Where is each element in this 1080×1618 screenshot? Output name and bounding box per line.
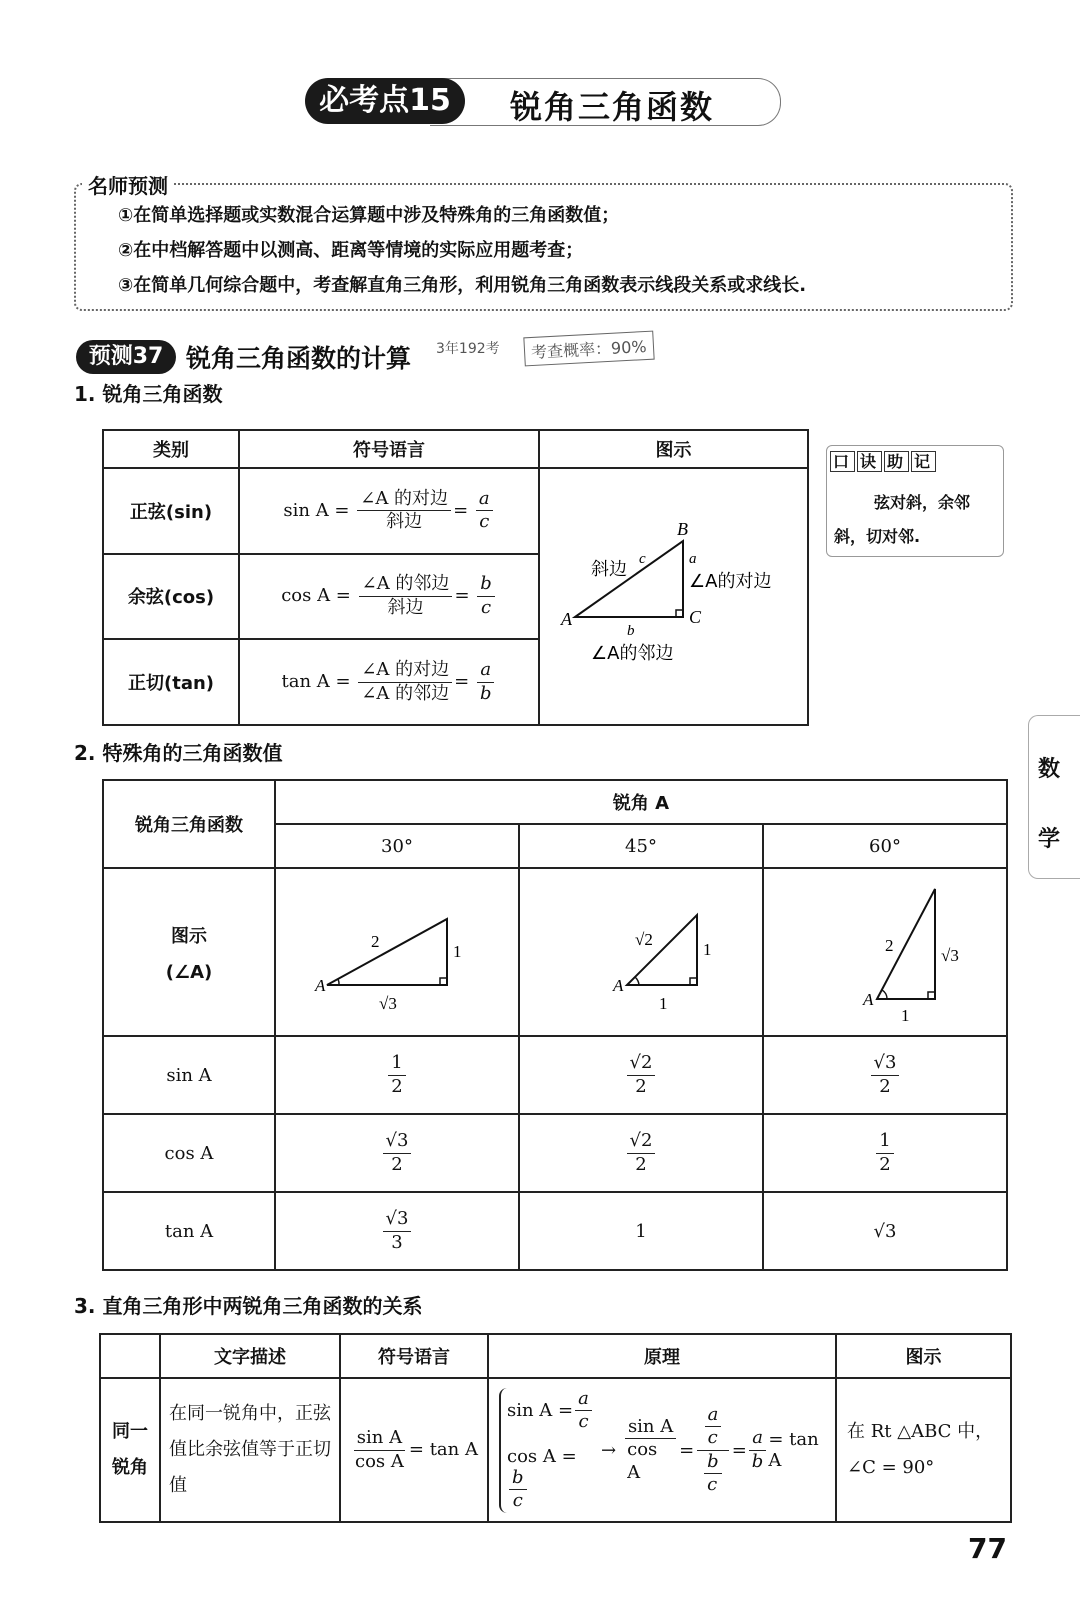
subject-side-tab bbox=[1028, 715, 1080, 879]
side-a-label: a bbox=[688, 551, 696, 567]
relation-symbol: $\frac{\text{sin A}}{\text{cos A}}$ = tan A bbox=[340, 1378, 488, 1522]
part3-heading: 3. 直角三角形中两锐角三角函数的关系 bbox=[74, 1294, 423, 1318]
svg-text:√2: √2 bbox=[635, 929, 653, 949]
opposite-side-label: ∠A的对边 bbox=[688, 571, 771, 592]
col-head-angle-group: 锐角 A bbox=[275, 780, 1007, 824]
vertex-a-label: A bbox=[560, 609, 572, 629]
triangle-45-cell bbox=[519, 868, 763, 1036]
header-blank bbox=[100, 1334, 160, 1378]
svg-text:1: 1 bbox=[703, 939, 712, 959]
special-angle-table bbox=[102, 779, 1008, 1271]
cos-60: $\frac{1}{2}$ bbox=[763, 1114, 1007, 1192]
triangle-30-diagram bbox=[297, 875, 497, 1025]
vertex-c-label: C bbox=[688, 607, 701, 627]
fn-sin: sin A bbox=[103, 1036, 275, 1114]
trig-definition-table bbox=[102, 429, 809, 726]
header-principle: 原理 bbox=[488, 1334, 836, 1378]
category-cos: 余弦(cos) bbox=[103, 554, 239, 640]
svg-text:A: A bbox=[613, 975, 624, 995]
formula-cos: cos A = $\frac{\text{∠A 的邻边}}{\text{斜边}}$ = $\frac{b}{c}$ bbox=[239, 554, 539, 640]
relation-principle: sin A = $\frac{a}{c}$ cos A = $\frac{b}{c}$ → $\frac{\text{sin A}}{\text{cos A}}$ = a c b c = $\frac{a}{b}$ = tan A bbox=[488, 1378, 836, 1522]
svg-text:A: A bbox=[863, 989, 874, 1009]
category-tan: 正切(tan) bbox=[103, 639, 239, 725]
sin-30: $\frac{1}{2}$ bbox=[275, 1036, 519, 1114]
part1-heading: 1. 锐角三角函数 bbox=[74, 382, 223, 406]
section-frequency: 3年192考 bbox=[436, 341, 500, 357]
svg-text:1: 1 bbox=[453, 941, 462, 961]
side-tab-char-1: 数 bbox=[1038, 757, 1061, 782]
svg-text:A: A bbox=[315, 975, 326, 995]
relation-figure-text: 在 Rt △ABC 中，∠C = 90° bbox=[836, 1378, 1011, 1522]
section-title: 锐角三角函数的计算 bbox=[186, 344, 412, 373]
header-symbol-language: 符号语言 bbox=[340, 1334, 488, 1378]
hypotenuse-label: 斜边 bbox=[590, 559, 627, 580]
svg-text:√3: √3 bbox=[379, 993, 397, 1013]
right-angle-mark bbox=[676, 610, 683, 617]
sin-60: $\frac{√3}{2}$ bbox=[763, 1036, 1007, 1114]
page-number: 77 bbox=[968, 1532, 1007, 1565]
angle-30: 30° bbox=[275, 824, 519, 868]
tan-60: √3 bbox=[763, 1192, 1007, 1270]
side-b-label: b bbox=[626, 623, 634, 639]
svg-text:2: 2 bbox=[371, 931, 380, 951]
side-c-label: c bbox=[638, 551, 646, 567]
cos-30: $\frac{√3}{2}$ bbox=[275, 1114, 519, 1192]
sin-45: $\frac{√2}{2}$ bbox=[519, 1036, 763, 1114]
vertex-b-label: B bbox=[676, 519, 688, 539]
svg-text:1: 1 bbox=[659, 993, 668, 1013]
section-badge: 预测37 bbox=[76, 340, 176, 374]
prediction-line-1: ①在简单选择题或实数混合运算题中涉及特殊角的三角函数值； bbox=[118, 205, 620, 226]
diagram-row-label: 图示 (∠A) bbox=[103, 868, 275, 1036]
formula-sin: sin A = $\frac{\text{∠A 的对边}}{\text{斜边}}$ = $\frac{a}{c}$ bbox=[239, 468, 539, 554]
header-badge: 必考点15 bbox=[305, 78, 465, 124]
prediction-line-3: ③在简单几何综合题中，考查解直角三角形，利用锐角三角函数表示线段关系或求线长. bbox=[118, 275, 807, 296]
triangle-figure-cell bbox=[539, 468, 808, 725]
svg-text:2: 2 bbox=[885, 935, 894, 955]
col-head-function: 锐角三角函数 bbox=[103, 780, 275, 868]
prediction-line-2: ②在中档解答题中以测高、距离等情境的实际应用题考查； bbox=[118, 240, 584, 261]
mnemonic-tag: 口 诀 助 记 bbox=[830, 449, 938, 472]
relation-description: 在同一锐角中，正弦值比余弦值等于正切值 bbox=[160, 1378, 340, 1522]
fn-cos: cos A bbox=[103, 1114, 275, 1192]
page-title: 锐角三角函数 bbox=[510, 88, 715, 126]
triangle-60-cell bbox=[763, 868, 1007, 1036]
right-triangle-diagram bbox=[543, 469, 805, 719]
section-probability: 考查概率：90% bbox=[523, 331, 654, 367]
part2-heading: 2. 特殊角的三角函数值 bbox=[74, 741, 283, 765]
angle-45: 45° bbox=[519, 824, 763, 868]
category-sin: 正弦(sin) bbox=[103, 468, 239, 554]
row-label-same-angle: 同一锐角 bbox=[100, 1378, 160, 1522]
side-tab-char-2: 学 bbox=[1038, 827, 1061, 852]
triangle-30-cell bbox=[275, 868, 519, 1036]
angle-60: 60° bbox=[763, 824, 1007, 868]
cos-45: $\frac{√2}{2}$ bbox=[519, 1114, 763, 1192]
relation-table bbox=[99, 1333, 1012, 1523]
svg-text:1: 1 bbox=[901, 1005, 910, 1025]
tan-45: 1 bbox=[519, 1192, 763, 1270]
triangle-60-diagram bbox=[785, 875, 985, 1025]
header-description: 文字描述 bbox=[160, 1334, 340, 1378]
prediction-label: 名师预测 bbox=[82, 170, 174, 199]
formula-tan: tan A = $\frac{\text{∠A 的对边}}{\text{∠A 的邻边}}$ = $\frac{a}{b}$ bbox=[239, 639, 539, 725]
triangle-45-diagram bbox=[541, 875, 741, 1025]
tan-30: $\frac{√3}{3}$ bbox=[275, 1192, 519, 1270]
svg-text:√3: √3 bbox=[941, 945, 959, 965]
header-category: 类别 bbox=[103, 430, 239, 468]
mnemonic-text: 弦对斜，余邻斜，切对邻. bbox=[834, 493, 971, 546]
header-symbol: 符号语言 bbox=[239, 430, 539, 468]
fn-tan: tan A bbox=[103, 1192, 275, 1270]
header-figure: 图示 bbox=[539, 430, 808, 468]
adjacent-side-label: ∠A的邻边 bbox=[590, 643, 673, 664]
header-figure-3: 图示 bbox=[836, 1334, 1011, 1378]
